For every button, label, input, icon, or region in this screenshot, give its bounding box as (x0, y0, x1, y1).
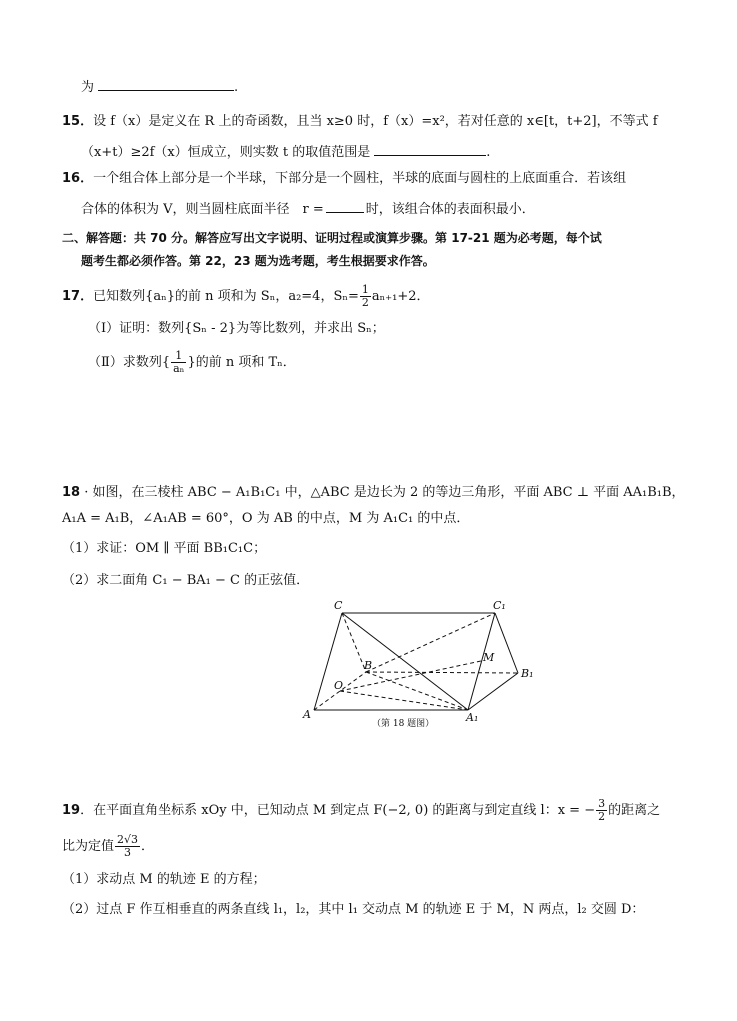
q19-line1: 19．在平面直角坐标系 xOy 中，已知动点 M 到定点 F(−2, 0) 的距离与到定直线 l：x = − $\frac{3}{2}$ 的距离之 (62, 797, 661, 823)
label-C: C (334, 599, 343, 612)
q15-line2: （x+t）≥2f（x）恒成立，则实数 t 的取值范围是 . (81, 145, 491, 160)
answer-blank (326, 200, 364, 213)
q17-stem: 17．已知数列{aₙ}的前 n 项和为 Sₙ，a₂=4，Sₙ= $\frac{1}{2}$ aₙ₊₁+2． (62, 283, 430, 309)
q19-line2: 比为定值 $\frac{2√3}{3}$ ． (62, 833, 155, 859)
q15-line1: 15．设 f（x）是定义在 R 上的奇函数，且当 x≥0 时，f（x）=x²，若对任意的 x∈[t，t+2]，不等式 f (62, 114, 658, 129)
edge-CA1 (342, 613, 468, 710)
q19-part2: （2）过点 F 作互相垂直的两条直线 l₁，l₂，其中 l₁ 交动点 M 的轨迹 E 于 M，N 两点，l₂ 交圆 D： (62, 902, 645, 917)
edge-BB1 (366, 672, 518, 673)
label-M: M (483, 651, 495, 664)
edge-BA1 (366, 672, 468, 710)
q18-line1: 18 · 如图，在三棱柱 ABC − A₁B₁C₁ 中，△ABC 是边长为 2 的等边三角形，平面 ABC ⊥ 平面 AA₁B₁B， (62, 485, 685, 500)
edge-OA1 (340, 691, 468, 710)
answer-blank (374, 143, 486, 156)
edge-B1A1 (468, 673, 518, 710)
edge-CA (314, 613, 342, 710)
fraction: $\frac{1}{\text{aₙ}}$ (173, 349, 185, 375)
q19-part1: （1）求动点 M 的轨迹 E 的方程； (62, 872, 266, 887)
q17-part1: （Ⅰ）证明：数列{Sₙ - 2}为等比数列，并求出 Sₙ； (88, 321, 385, 336)
edge-C1B1 (495, 613, 518, 673)
fraction: $\frac{2√3}{3}$ (117, 833, 139, 859)
q17-part2: （Ⅱ）求数列{ $\frac{1}{\text{aₙ}}$ }的前 n 项和 Tₙ． (88, 349, 296, 375)
q16-line2: 合体的体积为 V，则当圆柱底面半径 r = 时，该组合体的表面积最小． (81, 202, 535, 217)
figure-caption: （第 18 题图） (372, 719, 435, 729)
label-B1: B₁ (521, 667, 534, 680)
label-O: O (334, 679, 344, 692)
q18-part2: （2）求二面角 C₁ − BA₁ − C 的正弦值． (62, 573, 310, 588)
section-heading-cont: 题考生都必须作答。第 22，23 题为选考题，考生根据要求作答。 (81, 254, 435, 268)
edge-BC1 (366, 613, 495, 672)
q18-line2: A₁A = A₁B，∠A₁AB = 60°，O 为 AB 的中点，M 为 A₁C₁ 的中点． (62, 511, 470, 526)
label-C1: C₁ (493, 599, 506, 612)
fraction: $\frac{3}{2}$ (598, 797, 606, 823)
q16-line1: 16．一个组合体上部分是一个半球，下部分是一个圆柱，半球的底面与圆柱的上底面重合．若该组 (62, 171, 627, 186)
label-B: B (364, 659, 373, 672)
q18-part1: （1）求证：OM ∥ 平面 BB₁C₁C； (62, 541, 267, 556)
prism-figure (300, 598, 550, 738)
fraction: $\frac{1}{2}$ (361, 283, 369, 309)
q14-tail: 为 . (81, 80, 239, 95)
label-A1: A₁ (466, 711, 479, 724)
section-heading: 二、解答题：共 70 分。解答应写出文字说明、证明过程或演算步骤。第 17-21 题为必考题，每个试 (62, 231, 602, 245)
answer-blank (98, 78, 234, 91)
label-A: A (303, 708, 311, 721)
